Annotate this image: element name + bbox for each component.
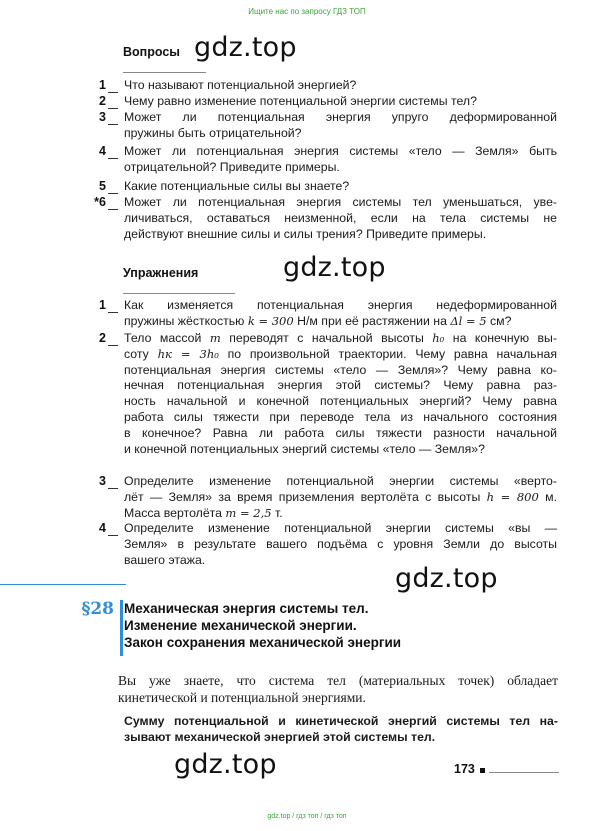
question-tick-3: [108, 124, 118, 125]
exercise-tick-2: [108, 345, 118, 346]
text-run: переводят с начальной высоты: [220, 331, 433, 345]
exercise-4-line: Земля» в результате вашего подъёма с уровня Земли до высоты: [124, 536, 557, 551]
intro-text: [118, 672, 558, 706]
paragraph-title-line: Механическая энергия системы тел.: [124, 601, 369, 616]
exercise-4-line: вашего этажа.: [124, 552, 206, 567]
exercise-3-line: [124, 506, 557, 522]
exercise-2-line: [124, 331, 557, 347]
exercise-2-line: в конечное? Равна ли работа силы тяжести разности начальной: [124, 425, 557, 440]
text-run: т.: [271, 505, 283, 520]
question-line: отрицательной? Приведите примеры.: [124, 159, 340, 174]
exercise-1-line: [124, 314, 557, 330]
exercise-4: [124, 521, 557, 568]
questions-heading: Вопросы: [123, 45, 180, 59]
exercise-3-line: [124, 490, 557, 506]
formula-m: m: [209, 331, 221, 345]
text-run: на конечную вы-: [444, 331, 557, 345]
formula-h0: h₀: [432, 331, 445, 345]
definition-line: зывают механической энергией этой системы тел.: [124, 730, 436, 744]
questions-rule: [123, 72, 206, 73]
exercises-heading: Упражнения: [123, 266, 199, 280]
question-line: пружины быть отрицательной?: [124, 125, 302, 140]
question-line: Может ли потенциальная энергия системы тел уменьшаться, уве-: [124, 195, 557, 209]
exercise-3-line: Определите изменение потенциальной энергии системы «верто-: [124, 474, 557, 488]
text-run: по произвольной траектории. Чему равна начальная: [218, 346, 557, 361]
question-tick-6: [108, 209, 118, 210]
question-number-3: 3: [99, 110, 106, 124]
question-line: действуют внешние силы и силы трения? Приведите примеры.: [124, 226, 487, 241]
intro-line: Вы уже знаете, что система тел (материальных точек) обладает: [118, 673, 558, 688]
top-search-link[interactable]: Ищите нас по запросу ГДЗ ТОП: [248, 7, 366, 16]
exercise-number-2: 2: [99, 331, 106, 345]
exercise-2-line: и конечной потенциальных энергий системы «тело — Земля»?: [124, 441, 485, 456]
question-4: [124, 144, 557, 176]
question-tick-1: [108, 92, 118, 93]
exercise-2-line: ность начальной и конечной потенциальных энергий? Чему равна: [124, 394, 557, 409]
formula-dl: Δl = 5: [450, 313, 487, 328]
exercise-2: [124, 331, 557, 457]
definition-line: Сумму потенциальной и кинетической энергий системы тел на-: [124, 714, 558, 728]
question-number-1: 1: [99, 78, 106, 92]
text-run: см?: [486, 313, 512, 328]
exercise-1-line: Как изменяется потенциальная энергия недеформированной: [124, 298, 557, 312]
question-tick-4: [108, 158, 118, 159]
question-line: Что называют потенциальной энергией?: [124, 78, 357, 92]
text-run: Масса вертолёта: [124, 505, 226, 520]
exercise-2-rest: [124, 363, 557, 458]
question-2: [124, 94, 557, 110]
formula-mass: m = 2,5: [225, 505, 272, 520]
paragraph-title: [124, 600, 401, 651]
formula-h: h = 800: [486, 489, 539, 504]
exercise-tick-3: [108, 488, 118, 489]
question-6: [124, 195, 557, 242]
question-number-6: *6: [94, 195, 106, 209]
paragraph-number: §28: [81, 599, 114, 619]
exercises-rule: [123, 293, 235, 294]
footer-links[interactable]: gdz.top / гдз топ / гдз топ: [267, 813, 347, 820]
page-marker: [480, 768, 485, 773]
exercise-number-3: 3: [99, 474, 106, 488]
watermark-3: gdz.top: [395, 563, 498, 594]
question-tick-5: [108, 193, 118, 194]
text-run: пружины жёсткостью: [124, 313, 248, 328]
question-line: Чему равно изменение потенциальной энергии системы тел?: [124, 94, 477, 108]
exercise-2-line: [124, 347, 557, 363]
question-number-2: 2: [99, 94, 106, 108]
question-number-4: 4: [99, 144, 106, 158]
page-rule: [489, 772, 559, 773]
watermark-2: gdz.top: [283, 252, 386, 283]
paragraph-title-line: Закон сохранения механической энергии: [124, 635, 402, 650]
question-line: Какие потенциальные силы вы знаете?: [124, 179, 350, 193]
paragraph-title-line: Изменение механической энергии.: [124, 618, 357, 633]
question-line: личиваться, оставаться неизменной, если на тела системы не: [124, 210, 557, 225]
text-run: соту: [124, 346, 158, 361]
text-run: Тело массой: [124, 331, 210, 345]
watermark-1: gdz.top: [194, 32, 297, 63]
question-1: [124, 78, 557, 94]
page-number: 173: [454, 762, 475, 776]
exercise-number-4: 4: [99, 521, 106, 535]
exercise-tick-4: [108, 535, 118, 536]
text-run: Н/м при её растяжении на: [293, 313, 451, 328]
exercise-2-line: работа силы тяжести при переводе тела из начального состояния: [124, 409, 557, 424]
question-line: Может ли потенциальная энергия системы «тело — Земля» быть: [124, 144, 557, 158]
question-line: Может ли потенциальная энергия упруго деформированной: [124, 110, 557, 124]
formula-hk: hк = 3h₀: [157, 346, 219, 361]
intro-line: кинетической и потенциальной энергиями.: [118, 690, 366, 705]
definition-text: [124, 713, 558, 745]
paragraph-rule: [0, 584, 126, 585]
paragraph-marker: [120, 600, 123, 656]
question-number-5: 5: [99, 179, 106, 193]
watermark-4: gdz.top: [174, 749, 277, 780]
question-3: [124, 110, 557, 142]
formula-k: k = 300: [247, 313, 294, 328]
text-run: лёт — Земля» за время приземления вертолёта с высоты: [124, 489, 487, 504]
exercise-1: [124, 298, 557, 330]
text-run: м.: [538, 489, 557, 504]
exercise-3: [124, 474, 557, 521]
question-5: [124, 179, 557, 195]
exercise-4-line: Определите изменение потенциальной энергии системы «вы —: [124, 521, 557, 535]
exercise-number-1: 1: [99, 298, 106, 312]
exercise-2-line: потенциальная энергия системы «тело — Земля»? Чему равна ко-: [124, 362, 557, 377]
question-tick-2: [108, 108, 118, 109]
exercise-tick-1: [108, 312, 118, 313]
exercise-2-line: нечная потенциальная энергия этой системы? Чему равна раз-: [124, 378, 557, 393]
